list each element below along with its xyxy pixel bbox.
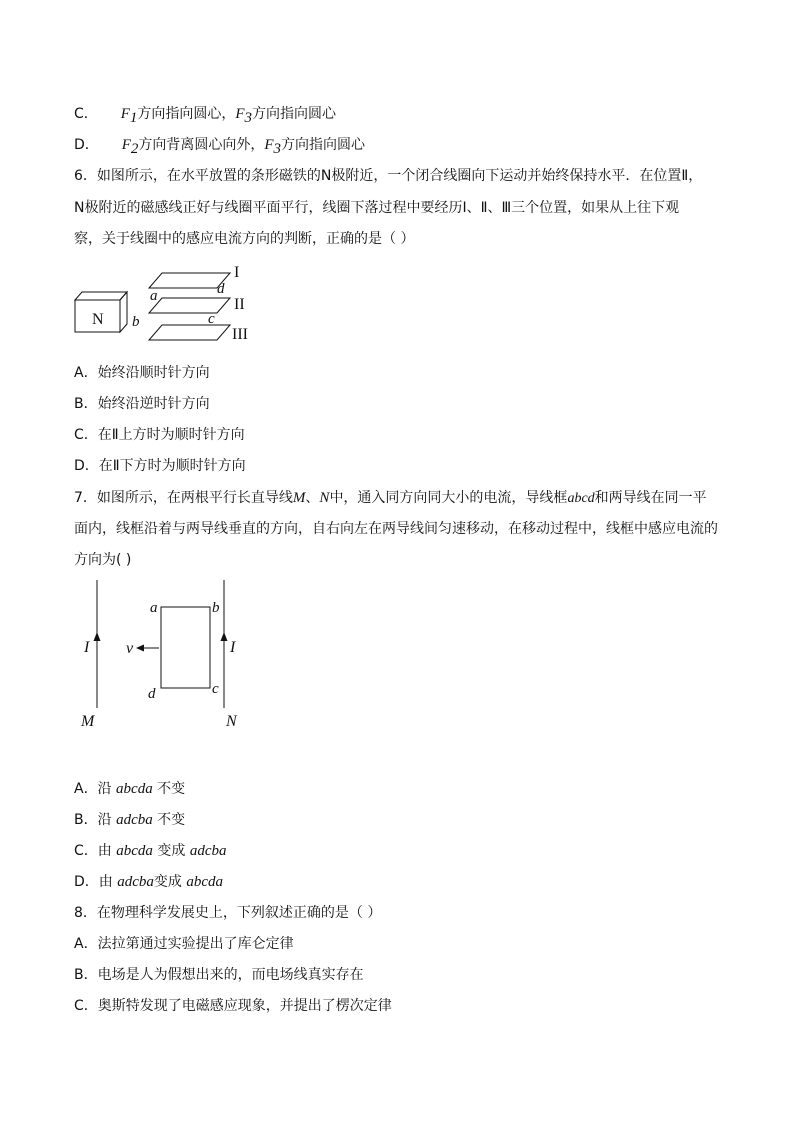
magnet-side-face [120,292,127,332]
q7-stem-line-3: 方向为( ) [74,552,132,568]
q6-stem-line-1: 6．如图所示，在水平放置的条形磁铁的N极附近，一个闭合线圈向下运动并始终保持水平．在位置Ⅱ， [74,168,703,184]
q6-option-c: C．在Ⅱ上方时为顺时针方向 [74,427,245,443]
wire-n-label: N [226,713,237,730]
q6-stem-line-3: 察，关于线圈中的感应电流方向的判断，正确的是（ ） [74,231,415,247]
current-arrow-left [94,632,101,641]
q5-option-d: D． $F_2$方向背离圆心向外，$F_3$方向指向圆心 [74,137,366,157]
current-i-right-label: I [230,639,236,656]
corner-b-label: b [212,600,220,616]
corner-c-label: c [208,311,215,327]
q7-option-a: A．沿 abcda 不变 [74,781,186,797]
velocity-v-label: v [126,640,134,657]
corner-d-label: d [217,281,225,297]
velocity-arrowhead [136,645,144,652]
magnet-n-label: N [92,311,104,328]
coil-position-3 [149,325,230,340]
q8-option-b: B．电场是人为假想出来的，而电场线真实存在 [74,967,364,983]
coil-position-2 [149,298,230,313]
corner-c-label: c [212,681,219,697]
q7-option-b: B．沿 adcba 不变 [74,812,186,828]
corner-b-label: b [132,314,140,330]
q8-stem: 8．在物理科学发展史上，下列叙述正确的是（ ） [74,905,382,921]
q7-option-d: D．由 adcba变成 abcda [74,874,224,890]
current-arrow-right [221,632,228,641]
wire-frame-abcd [161,607,210,688]
q6-option-b: B．始终沿逆时针方向 [74,396,210,412]
q6-magnet-coil-figure [70,260,270,345]
corner-d-label: d [148,686,156,702]
corner-a-label: a [150,288,158,304]
position-3-label: III [232,326,248,343]
q6-option-a: A．始终沿顺时针方向 [74,365,210,381]
position-1-label: I [234,264,240,281]
position-2-label: II [234,296,245,313]
q7-stem-line-2: 面内，线框沿着与两导线垂直的方向，自右向左在两导线间匀速移动，在移动过程中，线框中感应电流的 [74,521,718,537]
q6-stem-line-2: N极附近的磁感线正好与线圈平面平行，线圈下落过程中要经历Ⅰ、Ⅱ、Ⅲ三个位置，如果从上往下观 [74,200,680,216]
q6-option-d: D．在Ⅱ下方时为顺时针方向 [74,458,246,474]
q8-option-c: C．奥斯特发现了电磁感应现象，并提出了楞次定律 [74,998,392,1014]
q8-option-a: A．法拉第通过实验提出了库仑定律 [74,936,294,952]
q7-stem-line-1: 7．如图所示，在两根平行长直导线M、N中，通入同方向同大小的电流，导线框abcd和两导线在同一平 [74,490,707,506]
wire-m-label: M [81,713,95,730]
current-i-left-label: I [84,639,90,656]
q5-option-c: C． $F_1$方向指向圆心，$F_3$方向指向圆心 [74,106,337,126]
corner-a-label: a [150,600,158,616]
q7-parallel-wires-figure [78,578,258,736]
magnet-top-face [75,292,127,300]
q7-option-c: C．由 abcda 变成 adcba [74,843,227,859]
